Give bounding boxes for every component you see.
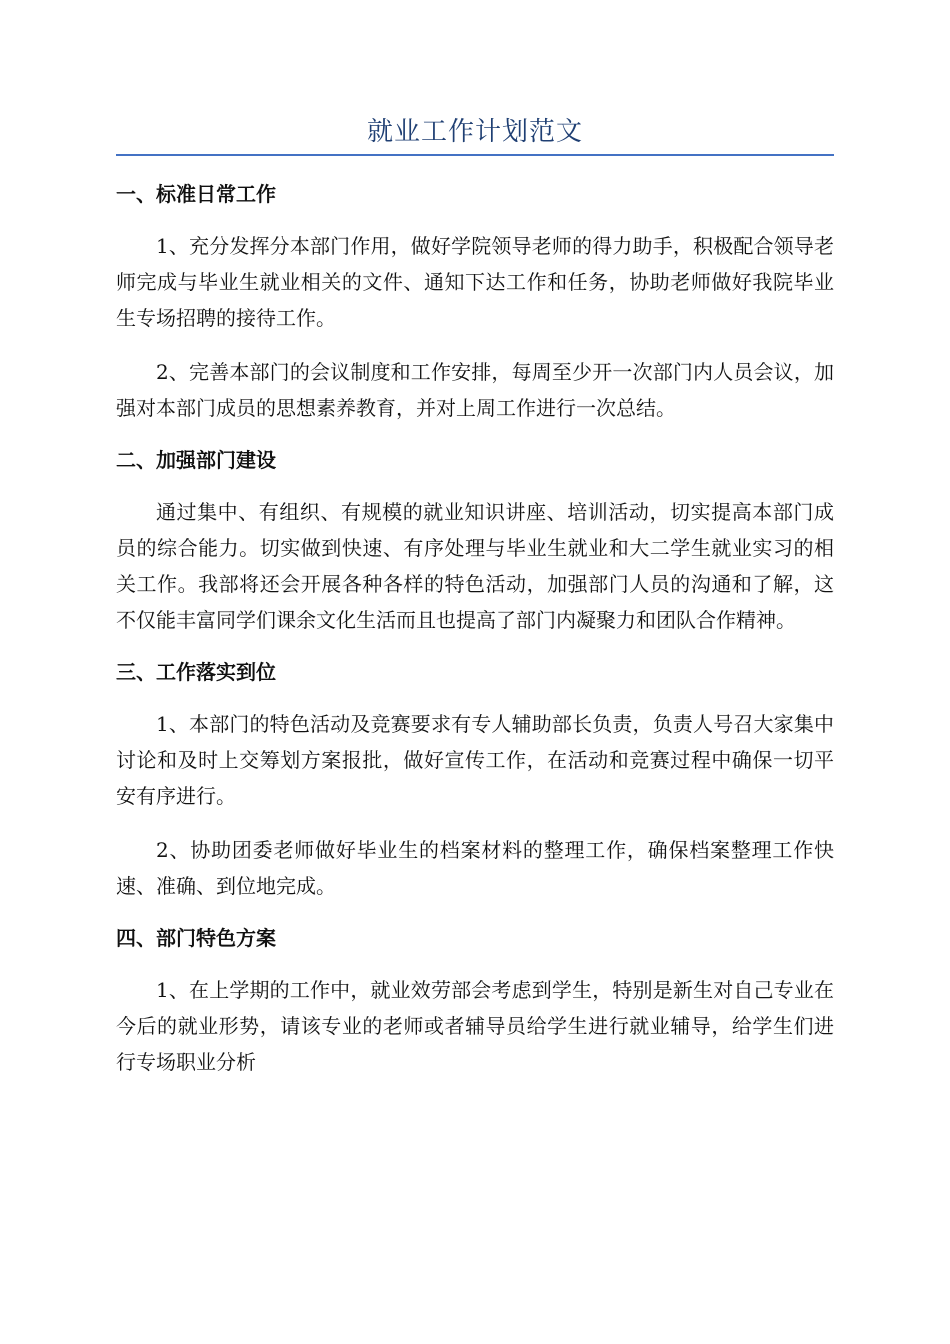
paragraph: 2、完善本部门的会议制度和工作安排，每周至少开一次部门内人员会议，加强对本部门成员的思想素养教育，并对上周工作进行一次总结。 — [116, 360, 834, 420]
section-2 — [116, 444, 834, 638]
section-3 — [116, 656, 834, 904]
paragraph: 2、协助团委老师做好毕业生的档案材料的整理工作，确保档案整理工作快速、准确、到位地完成。 — [116, 838, 834, 898]
document-title: 就业工作计划范文 — [116, 112, 834, 156]
section-4 — [116, 922, 834, 1080]
section-heading: 一、标准日常工作 — [116, 182, 276, 206]
section-1 — [116, 178, 834, 426]
section-heading: 三、工作落实到位 — [116, 660, 276, 684]
section-heading: 二、加强部门建设 — [116, 448, 276, 472]
paragraph: 1、本部门的特色活动及竞赛要求有专人辅助部长负责，负责人号召大家集中讨论和及时上交筹划方案报批，做好宣传工作，在活动和竞赛过程中确保一切平安有序进行。 — [116, 712, 834, 808]
paragraph: 通过集中、有组织、有规模的就业知识讲座、培训活动，切实提高本部门成员的综合能力。切实做到快速、有序处理与毕业生就业和大二学生就业实习的相关工作。我部将还会开展各种各样的特色活动，加强部门人员的沟通和了解，这不仅能丰富同学们课余文化生活而且也提高了部门内凝聚力和团队合作精神。 — [116, 500, 834, 632]
document-page — [116, 112, 834, 1098]
section-heading: 四、部门特色方案 — [116, 926, 276, 950]
paragraph: 1、充分发挥分本部门作用，做好学院领导老师的得力助手，积极配合领导老师完成与毕业生就业相关的文件、通知下达工作和任务，协助老师做好我院毕业生专场招聘的接待工作。 — [116, 234, 834, 330]
paragraph: 1、在上学期的工作中，就业效劳部会考虑到学生，特别是新生对自己专业在今后的就业形势，请该专业的老师或者辅导员给学生进行就业辅导，给学生们进行专场职业分析 — [116, 978, 834, 1074]
